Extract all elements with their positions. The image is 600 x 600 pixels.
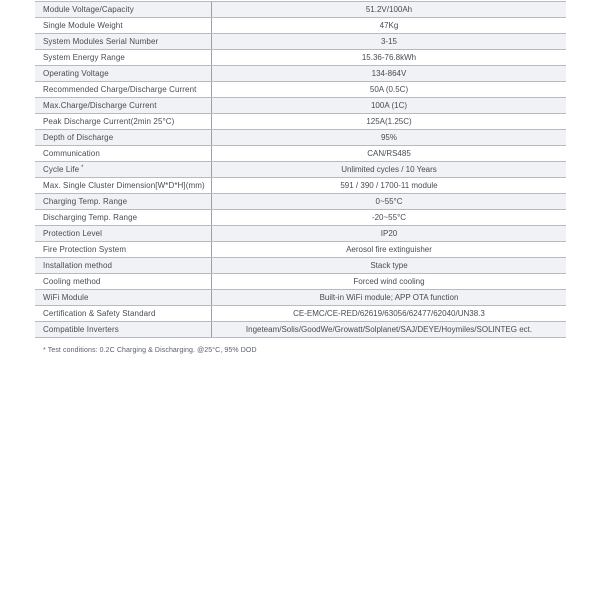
spec-value: CE-EMC/CE-RED/62619/63056/62477/62040/UN38.3 <box>211 306 566 321</box>
spec-value: Forced wind cooling <box>211 274 566 289</box>
table-row <box>35 306 566 322</box>
table-row <box>35 322 566 338</box>
table-row <box>35 290 566 306</box>
spec-value: 15.36-76.8kWh <box>211 50 566 65</box>
spec-value: 100A (1C) <box>211 98 566 113</box>
spec-label: Discharging Temp. Range <box>43 213 138 222</box>
spec-value: CAN/RS485 <box>211 146 566 161</box>
spec-label: Certification & Safety Standard <box>43 309 156 318</box>
spec-label: WiFi Module <box>43 293 89 302</box>
spec-value: Unlimited cycles / 10 Years <box>211 162 566 177</box>
table-row <box>35 162 566 178</box>
table-row <box>35 2 566 18</box>
footnote-marker: * <box>81 164 84 171</box>
spec-label: Protection Level <box>43 229 102 238</box>
table-row <box>35 82 566 98</box>
table-row <box>35 18 566 34</box>
table-row <box>35 210 566 226</box>
spec-value: Aerosol fire extinguisher <box>211 242 566 257</box>
spec-label: Recommended Charge/Discharge Current <box>43 85 197 94</box>
footnote: * Test conditions: 0.2C Charging & Discharging. @25°C, 95% DOD <box>43 347 257 354</box>
table-row <box>35 66 566 82</box>
spec-value: Built-in WiFi module; APP OTA function <box>211 290 566 305</box>
table-row <box>35 130 566 146</box>
spec-label: Single Module Weight <box>43 21 123 30</box>
spec-value: IP20 <box>211 226 566 241</box>
spec-label: Module Voltage/Capacity <box>43 5 134 14</box>
spec-value: Stack type <box>211 258 566 273</box>
spec-label: Installation method <box>43 261 113 270</box>
table-row <box>35 114 566 130</box>
spec-label: System Energy Range <box>43 53 125 62</box>
spec-label: Charging Temp. Range <box>43 197 128 206</box>
spec-label: Max. Single Cluster Dimension[W*D*H](mm) <box>43 181 205 190</box>
spec-label: Communication <box>43 149 100 158</box>
spec-value: 51.2V/100Ah <box>211 2 566 17</box>
table-row <box>35 274 566 290</box>
spec-label: Cooling method <box>43 277 101 286</box>
table-row <box>35 98 566 114</box>
spec-label: Compatible Inverters <box>43 325 119 334</box>
spec-value: 50A (0.5C) <box>211 82 566 97</box>
spec-label: Depth of Discharge <box>43 133 114 142</box>
spec-value: 3-15 <box>211 34 566 49</box>
spec-value: -20~55°C <box>211 210 566 225</box>
spec-value: 134-864V <box>211 66 566 81</box>
spec-label: Peak Discharge Current(2min 25°C) <box>43 117 175 126</box>
spec-value: 125A(1.25C) <box>211 114 566 129</box>
spec-label: System Modules Serial Number <box>43 37 159 46</box>
spec-value: 0~55°C <box>211 194 566 209</box>
table-row <box>35 50 566 66</box>
spec-value: 47Kg <box>211 18 566 33</box>
table-row <box>35 242 566 258</box>
table-row <box>35 194 566 210</box>
spec-label: Fire Protection System <box>43 245 127 254</box>
spec-table <box>35 1 566 338</box>
spec-value: Ingeteam/Solis/GoodWe/Growatt/Solplanet/SAJ/DEYE/Hoymiles/SOLINTEG ect. <box>211 322 566 337</box>
table-row <box>35 258 566 274</box>
spec-value: 591 / 390 / 1700-11 module <box>211 178 566 193</box>
spec-label: Cycle Life * <box>43 164 84 174</box>
spec-label: Max.Charge/Discharge Current <box>43 101 157 110</box>
table-row <box>35 226 566 242</box>
spec-value: 95% <box>211 130 566 145</box>
spec-label: Operating Voltage <box>43 69 109 78</box>
table-row <box>35 178 566 194</box>
table-row <box>35 146 566 162</box>
table-row <box>35 34 566 50</box>
